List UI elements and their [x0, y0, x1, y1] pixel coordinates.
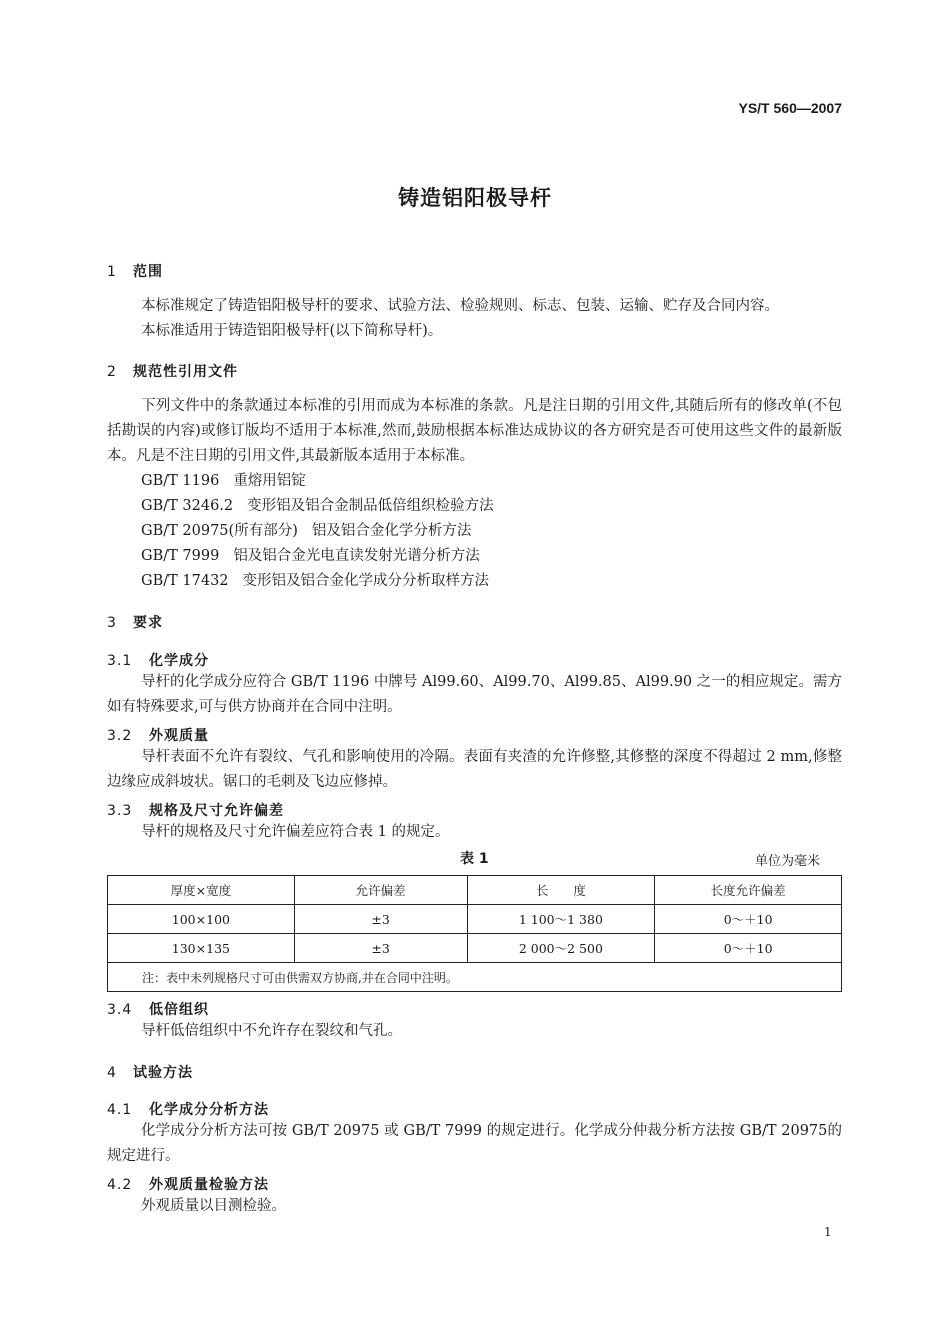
section-1-para-1: 本标准规定了铸造铝阳极导杆的要求、试验方法、检验规则、标志、包装、运输、贮存及合同内容。	[141, 298, 779, 314]
document-title: 铸造铝阳极导杆	[398, 186, 552, 210]
section-title: 要求	[133, 615, 163, 631]
reference-item	[141, 544, 480, 565]
reference-name: 变形铝及铝合金化学成分分析取样方法	[242, 573, 490, 589]
table-cell: 0～＋10	[655, 905, 842, 934]
subsection-number: 3.1	[107, 653, 133, 669]
table-note-row	[108, 963, 842, 992]
subsection-3-1-heading	[107, 650, 209, 670]
subsection-4-2-heading	[107, 1174, 269, 1194]
subsection-number: 4.1	[107, 1102, 133, 1118]
section-number: 3	[107, 615, 117, 631]
section-number: 4	[107, 1065, 117, 1081]
subsection-3-3-text: 导杆的规格及尺寸允许偏差应符合表 1 的规定。	[141, 824, 450, 840]
section-2-heading	[107, 361, 238, 381]
subsection-title: 化学成分分析方法	[149, 1102, 269, 1118]
section-4-heading	[107, 1062, 193, 1082]
table-header-cell: 长 度	[467, 876, 655, 905]
subsection-3-3-heading	[107, 800, 284, 820]
table-header-row	[108, 876, 842, 905]
reference-code: GB/T 7999	[141, 548, 220, 564]
table-cell: 0～＋10	[655, 934, 842, 963]
table-header-cell: 长度允许偏差	[655, 876, 842, 905]
subsection-title: 低倍组织	[149, 1002, 209, 1018]
section-number: 2	[107, 364, 117, 380]
subsection-4-2-text: 外观质量以目测检验。	[141, 1198, 286, 1214]
reference-name: 铝及铝合金化学分析方法	[311, 523, 472, 539]
subsection-number: 3.4	[107, 1002, 133, 1018]
section-3-heading	[107, 612, 163, 632]
table-unit: 单位为毫米	[755, 854, 821, 869]
table-row	[108, 905, 842, 934]
reference-item	[141, 519, 471, 540]
table-cell: 1 100～1 380	[467, 905, 655, 934]
subsection-title: 规格及尺寸允许偏差	[149, 803, 284, 819]
section-title: 范围	[133, 264, 163, 280]
reference-name: 重熔用铝锭	[233, 473, 306, 489]
section-1-heading	[107, 261, 163, 281]
subsection-3-2-heading	[107, 725, 209, 745]
subsection-title: 外观质量检验方法	[149, 1177, 269, 1193]
subsection-4-1-heading	[107, 1099, 269, 1119]
reference-item	[141, 569, 489, 590]
table-header-cell: 允许偏差	[294, 876, 467, 905]
subsection-4-1-text: 化学成分分析方法可按 GB/T 20975 或 GB/T 7999 的规定进行。化学成分仲裁分析方法按 GB/T 20975的规定进行。	[107, 1123, 842, 1164]
subsection-3-2-text: 导杆表面不允许有裂纹、气孔和影响使用的冷隔。表面有夹渣的允许修整,其修整的深度不得超过 2 mm,修整边缘应成斜坡状。锯口的毛刺及飞边应修掉。	[107, 749, 842, 790]
reference-code: GB/T 17432	[141, 573, 229, 589]
reference-code: GB/T 1196	[141, 473, 220, 489]
subsection-3-4-heading	[107, 999, 209, 1019]
reference-item	[141, 469, 306, 490]
table-cell: 2 000～2 500	[467, 934, 655, 963]
page-number: 1	[824, 1225, 832, 1239]
table-cell: 100×100	[108, 905, 295, 934]
table-cell: ±3	[294, 934, 467, 963]
subsection-title: 外观质量	[149, 728, 209, 744]
document-id: YS/T 560—2007	[738, 100, 842, 116]
subsection-title: 化学成分	[149, 653, 209, 669]
dimension-table	[107, 875, 842, 992]
section-number: 1	[107, 264, 117, 280]
reference-name: 变形铝及铝合金制品低倍组织检验方法	[247, 498, 494, 514]
reference-item	[141, 494, 494, 515]
section-2-intro: 下列文件中的条款通过本标准的引用而成为本标准的条款。凡是注日期的引用文件,其随后所有的修改单(不包括勘误的内容)或修订版均不适用于本标准,然而,鼓励根据本标准达成协议的各方研究是否可使用这些文件的最新版本。凡是不注日期的引用文件,其最新版本适用于本标准。	[107, 398, 842, 464]
table-header-cell: 厚度×宽度	[108, 876, 295, 905]
table-cell: 130×135	[108, 934, 295, 963]
table-row	[108, 934, 842, 963]
subsection-number: 3.2	[107, 728, 133, 744]
table-cell: ±3	[294, 905, 467, 934]
reference-code: GB/T 3246.2	[141, 498, 234, 514]
subsection-number: 3.3	[107, 803, 133, 819]
subsection-3-4-text: 导杆低倍组织中不允许存在裂纹和气孔。	[141, 1023, 402, 1039]
table-note: 注：表中未列规格尺寸可由供需双方协商,并在合同中注明。	[108, 963, 842, 992]
reference-code: GB/T 20975(所有部分)	[141, 523, 298, 539]
reference-name: 铝及铝合金光电直读发射光谱分析方法	[233, 548, 480, 564]
section-title: 规范性引用文件	[133, 364, 238, 380]
table-caption: 表 1	[460, 851, 489, 867]
subsection-3-1-text: 导杆的化学成分应符合 GB/T 1196 中牌号 Al99.60、Al99.70、Al99.85、Al99.90 之一的相应规定。需方如有特殊要求,可与供方协商并在合同中注明。	[107, 674, 842, 715]
section-1-para-2: 本标准适用于铸造铝阳极导杆(以下简称导杆)。	[141, 323, 443, 339]
section-title: 试验方法	[133, 1065, 193, 1081]
subsection-number: 4.2	[107, 1177, 133, 1193]
